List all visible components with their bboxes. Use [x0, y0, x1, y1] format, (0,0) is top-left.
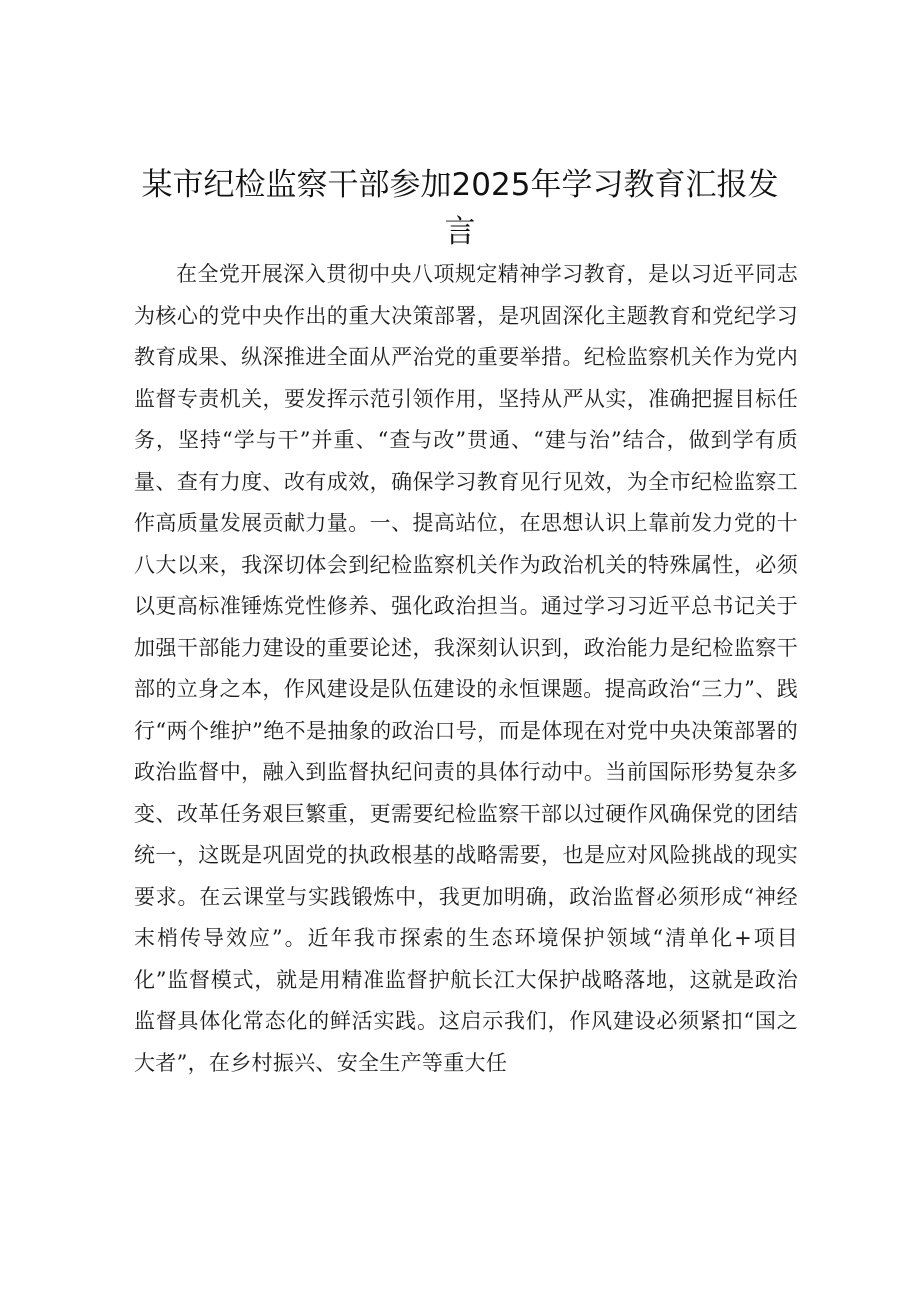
document-title: 某市纪检监察干部参加2025年学习教育汇报发言 [141, 167, 779, 250]
document-body-paragraph: 在全党开展深入贯彻中央八项规定精神学习教育，是以习近平同志为核心的党中央作出的重大决策部署，是巩固深化主题教育和党纪学习教育成果、纵深推进全面从严治党的重要举措。纪检监察机关作为党内监督专责机关，要发挥示范引领作用，坚持从严从实，准确把握目标任务，坚持“学与干”并重、“查与改”贯通、“建与治”结合，做到学有质量、查有力度、改有成效，确保学习教育见行见效，为全市纪检监察工作高质量发展贡献力量。一、提高站位，在思想认识上靠前发力党的十八大以来，我深切体会到纪检监察机关作为政治机关的特殊属性，必须以更高标准锤炼党性修养、强化政治担当。通过学习习近平总书记关于加强干部能力建设的重要论述，我深刻认识到，政治能力是纪检监察干部的立身之本，作风建设是队伍建设的永恒课题。提高政治“三力”、践行“两个维护”绝不是抽象的政治口号，而是体现在对党中央决策部署的政治监督中，融入到监督执纪问责的具体行动中。当前国际形势复杂多变、改革任务艰巨繁重，更需要纪检监察干部以过硬作风确保党的团结统一，这既是巩固党的执政根基的战略需要，也是应对风险挑战的现实要求。在云课堂与实践锻炼中，我更加明确，政治监督必须形成“神经末梢传导效应”。近年我市探索的生态环境保护领域“清单化+项目化”监督模式，就是用精准监督护航长江大保护战略落地，这就是政治监督具体化常态化的鲜活实践。这启示我们，作风建设必须紧扣“国之大者”，在乡村振兴、安全生产等重大任 [134, 262, 798, 1075]
